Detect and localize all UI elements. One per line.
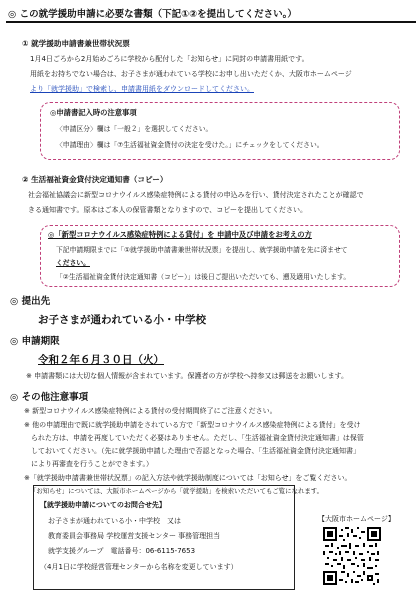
contact-line-1: お子さまが通われている小・中学校 又は <box>48 517 181 525</box>
other-line-5: により再審査を行うことができます。） <box>24 460 153 468</box>
submit-value: お子さまが通われている小・中学校 <box>38 314 206 326</box>
item1-note-line-2: 〈申請理由〉欄は「⑦生活福祉資金貸付の決定を受けた。」にチェックをしてください。 <box>56 141 324 149</box>
item1-line-2: 用紙をお持ちでない場合は、お子さまが通われている学校にお申し出いただくか、大阪市ホームページ <box>30 70 352 78</box>
qr-caption: 【大阪市ホームページ】 <box>318 515 395 523</box>
item2-line-1: 社会福祉協議会に新型コロナウイルス感染症特例による貸付の申込みを行い、貸付決定されたことが確認で <box>28 191 364 199</box>
contact-line-2: 教育委員会事務局 学校運営支援センター 事務管理担当 <box>48 532 221 540</box>
item1-note-heading: ◎申請書記入時の注意事項 <box>50 108 137 117</box>
contact-line-3: 就学支援グループ 電話番号：06-6115-7653 <box>48 547 196 555</box>
deadline-value: 令和２年６月３０日（火） <box>38 354 164 366</box>
other-line-2: ※ 他の申請理由で既に就学援助申請をされている方で「新型コロナウイルス感染症特例による貸付」を受け <box>24 421 361 429</box>
page-title: ◎ この就学援助申請に必要な書類（下記①②を提出してください。） <box>8 9 297 20</box>
deadline-note: ※ 申請書類には大切な個人情報が含まれています。保護者の方が学校へ持参又は郵送をお願いします。 <box>26 372 348 380</box>
item1-heading: ① 就学援助申請書兼世帯状況票 <box>22 39 130 48</box>
item2-note-line-1: 下記申請期限までに「①就学援助申請書兼世帯状況票」を提出し、就学援助申請を先に済ませて <box>56 246 348 254</box>
other-line-4: しておいてください。（先に就学援助申請した理由で否認となった場合、「生活福祉資金貸付決定通知書」 <box>24 447 360 455</box>
other-heading: ◎ その他注意事項 <box>10 392 89 403</box>
contact-heading: 【就学援助申請についてのお問合せ先】 <box>40 501 166 509</box>
other-line-6: ※「就学援助申請書兼世帯状況票」の記入方法や就学援助制度については「お知らせ」をご覧ください。 <box>24 474 352 482</box>
qr-code-icon[interactable] <box>323 527 381 585</box>
item1-note-line-1: 〈申請区分〉欄は「一般２」を選択してください。 <box>56 125 213 133</box>
item2-note-heading: ◎「新型コロナウイルス感染症特例による貸付」を 申請中及び申請をお考えの方 <box>48 230 312 239</box>
item2-heading: ② 生活福祉資金貸付決定通知書（コピー） <box>22 175 168 184</box>
item1-line-3[interactable]: より「就学援助」で検索し、申請書用紙をダウンロードしてください。 <box>30 85 254 93</box>
item2-note-line-3: 「②生活福祉資金貸付決定通知書（コピー）」は後日ご提出いただいても、遡及適用いたします。 <box>56 273 351 281</box>
title-divider <box>6 21 416 23</box>
contact-line-4: （4月1日に学校経営管理センターから名称を変更しています） <box>40 563 238 571</box>
item2-note-line-2: ください。 <box>56 259 90 267</box>
other-line-3: られた方は、申請を再度していただく必要はありません。ただし、「生活福祉資金貸付決定通知書」は保管 <box>24 434 364 442</box>
item1-line-1: 1月4日ごろから2月始めごろに学校から配付した「お知らせ」に同封の申請書用紙です。 <box>30 55 309 63</box>
deadline-heading: ◎ 申請期限 <box>10 336 60 347</box>
item2-line-2: きる通知書です。原本はご本人の保管書類となりますので、コピーを提出してください。 <box>28 206 308 214</box>
other-line-1: ※ 新型コロナウイルス感染症特例による貸付の受付期間終了にご注意ください。 <box>24 407 277 415</box>
other-line-7: 「お知らせ」については、大阪市ホームページから「就学援助」を検索いただいてもご覧になれます。 <box>30 487 324 495</box>
submit-heading: ◎ 提出先 <box>10 296 51 307</box>
